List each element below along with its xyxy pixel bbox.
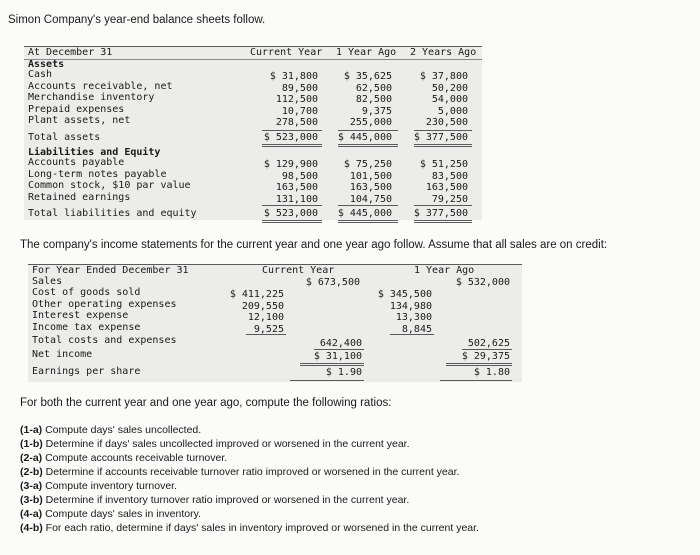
expense-row-current: $ 411,225 <box>229 289 284 300</box>
liability-row-value: 83,500 <box>431 170 468 182</box>
expense-row-current: 9,525 <box>253 323 284 335</box>
question-item <box>20 508 201 520</box>
rule <box>338 205 398 206</box>
liability-row-value: $ 51,250 <box>419 159 468 170</box>
asset-row-label: Plant assets, net <box>28 115 131 126</box>
expense-row-label: Interest expense <box>32 310 129 321</box>
expense-row-label: Cost of goods sold <box>32 287 141 298</box>
asset-row-value: 230,500 <box>425 117 468 128</box>
question-text: Determine if inventory turnover ratio improved or worsened in the current year. <box>42 494 410 506</box>
liability-row-value: 101,500 <box>349 170 392 182</box>
expense-row-label: Income tax expense <box>32 321 141 333</box>
liability-row-label: Accounts payable <box>28 157 125 168</box>
asset-row-value: $ 37,800 <box>419 71 468 82</box>
rule <box>414 146 472 147</box>
liability-row-value: 163,500 <box>425 182 468 193</box>
rule <box>440 380 512 381</box>
ratios-intro-text: For both the current year and one year ago, compute the following ratios: <box>20 397 392 409</box>
net-income-current: $ 31,100 <box>313 351 362 362</box>
question-tag: (1-a) <box>20 424 43 436</box>
net-income-1-year: $ 29,375 <box>461 351 510 362</box>
total-costs-1-year: 502,625 <box>467 338 510 349</box>
liability-row-value: 163,500 <box>275 182 318 193</box>
question-item <box>20 466 459 478</box>
rule <box>338 220 398 221</box>
rule <box>338 130 398 131</box>
asset-row-value: 54,000 <box>431 94 468 105</box>
asset-row-label: Merchandise inventory <box>28 92 155 103</box>
rule <box>262 146 322 147</box>
rule <box>338 144 398 145</box>
question-item <box>20 424 201 436</box>
liability-row-label: Long-term notes payable <box>28 168 167 180</box>
bs-header-current-year: Current Year <box>250 47 323 58</box>
rule <box>390 334 434 335</box>
question-text: Determine if days' sales uncollected improved or worsened in the current year. <box>42 438 410 450</box>
asset-row-value: 82,500 <box>355 94 392 105</box>
question-tag: (4-a) <box>20 508 43 520</box>
asset-row-label: Cash <box>28 69 53 80</box>
asset-row-label: Accounts receivable, net <box>28 80 173 92</box>
liability-row-value: 163,500 <box>349 182 392 193</box>
total-assets-current: $ 523,000 <box>263 132 318 143</box>
liability-row-value: $ 129,900 <box>263 159 318 170</box>
question-text: Compute inventory turnover. <box>42 480 177 492</box>
asset-row-value: 50,200 <box>431 82 468 94</box>
asset-row-value: 10,700 <box>281 105 318 117</box>
total-costs-label: Total costs and expenses <box>32 335 177 346</box>
rule <box>446 363 512 364</box>
question-tag: (2-a) <box>20 452 43 464</box>
total-assets-2-years: $ 377,500 <box>413 132 468 143</box>
eps-current: $ 1.90 <box>325 367 362 378</box>
total-liab-2-years: $ 377,500 <box>413 208 468 219</box>
rule <box>300 365 364 366</box>
bs-header-label: At December 31 <box>28 47 113 58</box>
asset-row-value: 9,375 <box>361 105 392 117</box>
bs-header-1-year-ago: 1 Year Ago <box>336 47 397 58</box>
question-text: Compute days' sales uncollected. <box>42 424 202 436</box>
rule <box>414 144 472 145</box>
income-intro-text: The company's income statements for the current year and one year ago follow. Assume that all sales are on credit: <box>20 239 608 251</box>
question-tag: (3-b) <box>20 494 43 506</box>
asset-row-value: $ 31,800 <box>269 71 318 82</box>
rule <box>300 363 364 364</box>
liabilities-heading: Liabilities and Equity <box>28 147 161 158</box>
question-item <box>20 480 177 492</box>
asset-row-value: 62,500 <box>355 82 392 94</box>
rule <box>262 130 322 131</box>
asset-row-value: 112,500 <box>275 94 318 105</box>
asset-row-value: $ 35,625 <box>343 71 392 82</box>
rule <box>414 130 472 131</box>
sales-current: $ 673,500 <box>305 277 360 288</box>
question-tag: (2-b) <box>20 466 43 478</box>
asset-row-value: 278,500 <box>275 117 318 128</box>
question-item <box>20 438 410 450</box>
rule <box>414 205 472 206</box>
is-header-label: For Year Ended December 31 <box>32 265 189 276</box>
liability-row-label: Retained earnings <box>28 191 131 203</box>
expense-row-current: 12,100 <box>247 312 284 323</box>
rule <box>262 205 322 206</box>
question-text: Compute accounts receivable turnover. <box>42 452 228 464</box>
rule <box>290 380 364 381</box>
total-liab-current: $ 523,000 <box>263 208 318 219</box>
liability-row-value: 131,100 <box>275 193 318 205</box>
expense-row-1-year: $ 345,500 <box>377 289 432 300</box>
rule <box>414 220 472 221</box>
question-text: Determine if accounts receivable turnover ratio improved or worsened in the current year. <box>42 466 460 478</box>
rule <box>246 334 286 335</box>
expense-row-1-year: 8,845 <box>401 323 432 335</box>
rule <box>262 144 322 145</box>
expense-row-1-year: 134,980 <box>389 300 432 312</box>
eps-1-year: $ 1.80 <box>473 367 510 378</box>
is-header-current-year: Current Year <box>262 265 335 276</box>
rule <box>262 222 322 223</box>
total-assets-1-year: $ 445,000 <box>337 132 392 143</box>
bs-header-2-years-ago: 2 Years Ago <box>410 47 477 58</box>
rule <box>446 365 512 366</box>
total-liab-label: Total liabilities and equity <box>28 208 197 219</box>
is-header-1-year-ago: 1 Year Ago <box>414 265 475 276</box>
rule <box>338 146 398 147</box>
question-text: Compute days' sales in inventory. <box>42 508 201 520</box>
question-tag: (1-b) <box>20 438 43 450</box>
question-text: For each ratio, determine if days' sales in inventory improved or worsened in the current year. <box>42 522 479 534</box>
expense-row-1-year: 13,300 <box>395 312 432 323</box>
liability-row-label: Common stock, $10 par value <box>28 180 191 191</box>
question-item <box>20 452 227 464</box>
total-liab-1-year: $ 445,000 <box>337 208 392 219</box>
liability-row-value: 98,500 <box>281 170 318 182</box>
rule <box>262 220 322 221</box>
asset-row-value: 5,000 <box>437 105 468 117</box>
bs-header-rule <box>24 59 482 60</box>
expense-row-current: 209,550 <box>241 300 284 312</box>
rule <box>338 222 398 223</box>
assets-heading: Assets <box>28 59 65 70</box>
liability-row-value: 104,750 <box>349 193 392 205</box>
total-assets-label: Total assets <box>28 132 101 143</box>
question-tag: (3-a) <box>20 480 43 492</box>
liability-row-value: 79,250 <box>431 193 468 205</box>
rule <box>414 222 472 223</box>
sales-1-year: $ 532,000 <box>455 277 510 288</box>
question-item <box>20 494 409 506</box>
sales-label: Sales <box>32 276 63 287</box>
total-costs-current: 642,400 <box>319 338 362 349</box>
rule <box>462 349 512 350</box>
intro-text: Simon Company's year-end balance sheets follow. <box>8 14 266 26</box>
eps-label: Earnings per share <box>32 366 141 377</box>
asset-row-value: 89,500 <box>281 82 318 94</box>
net-income-label: Net income <box>32 349 93 360</box>
expense-row-label: Other operating expenses <box>32 298 177 310</box>
rule <box>314 349 364 350</box>
asset-row-label: Prepaid expenses <box>28 103 125 115</box>
asset-row-value: 255,000 <box>349 117 392 128</box>
liability-row-value: $ 75,250 <box>343 159 392 170</box>
question-tag: (4-b) <box>20 522 43 534</box>
question-item <box>20 522 479 534</box>
